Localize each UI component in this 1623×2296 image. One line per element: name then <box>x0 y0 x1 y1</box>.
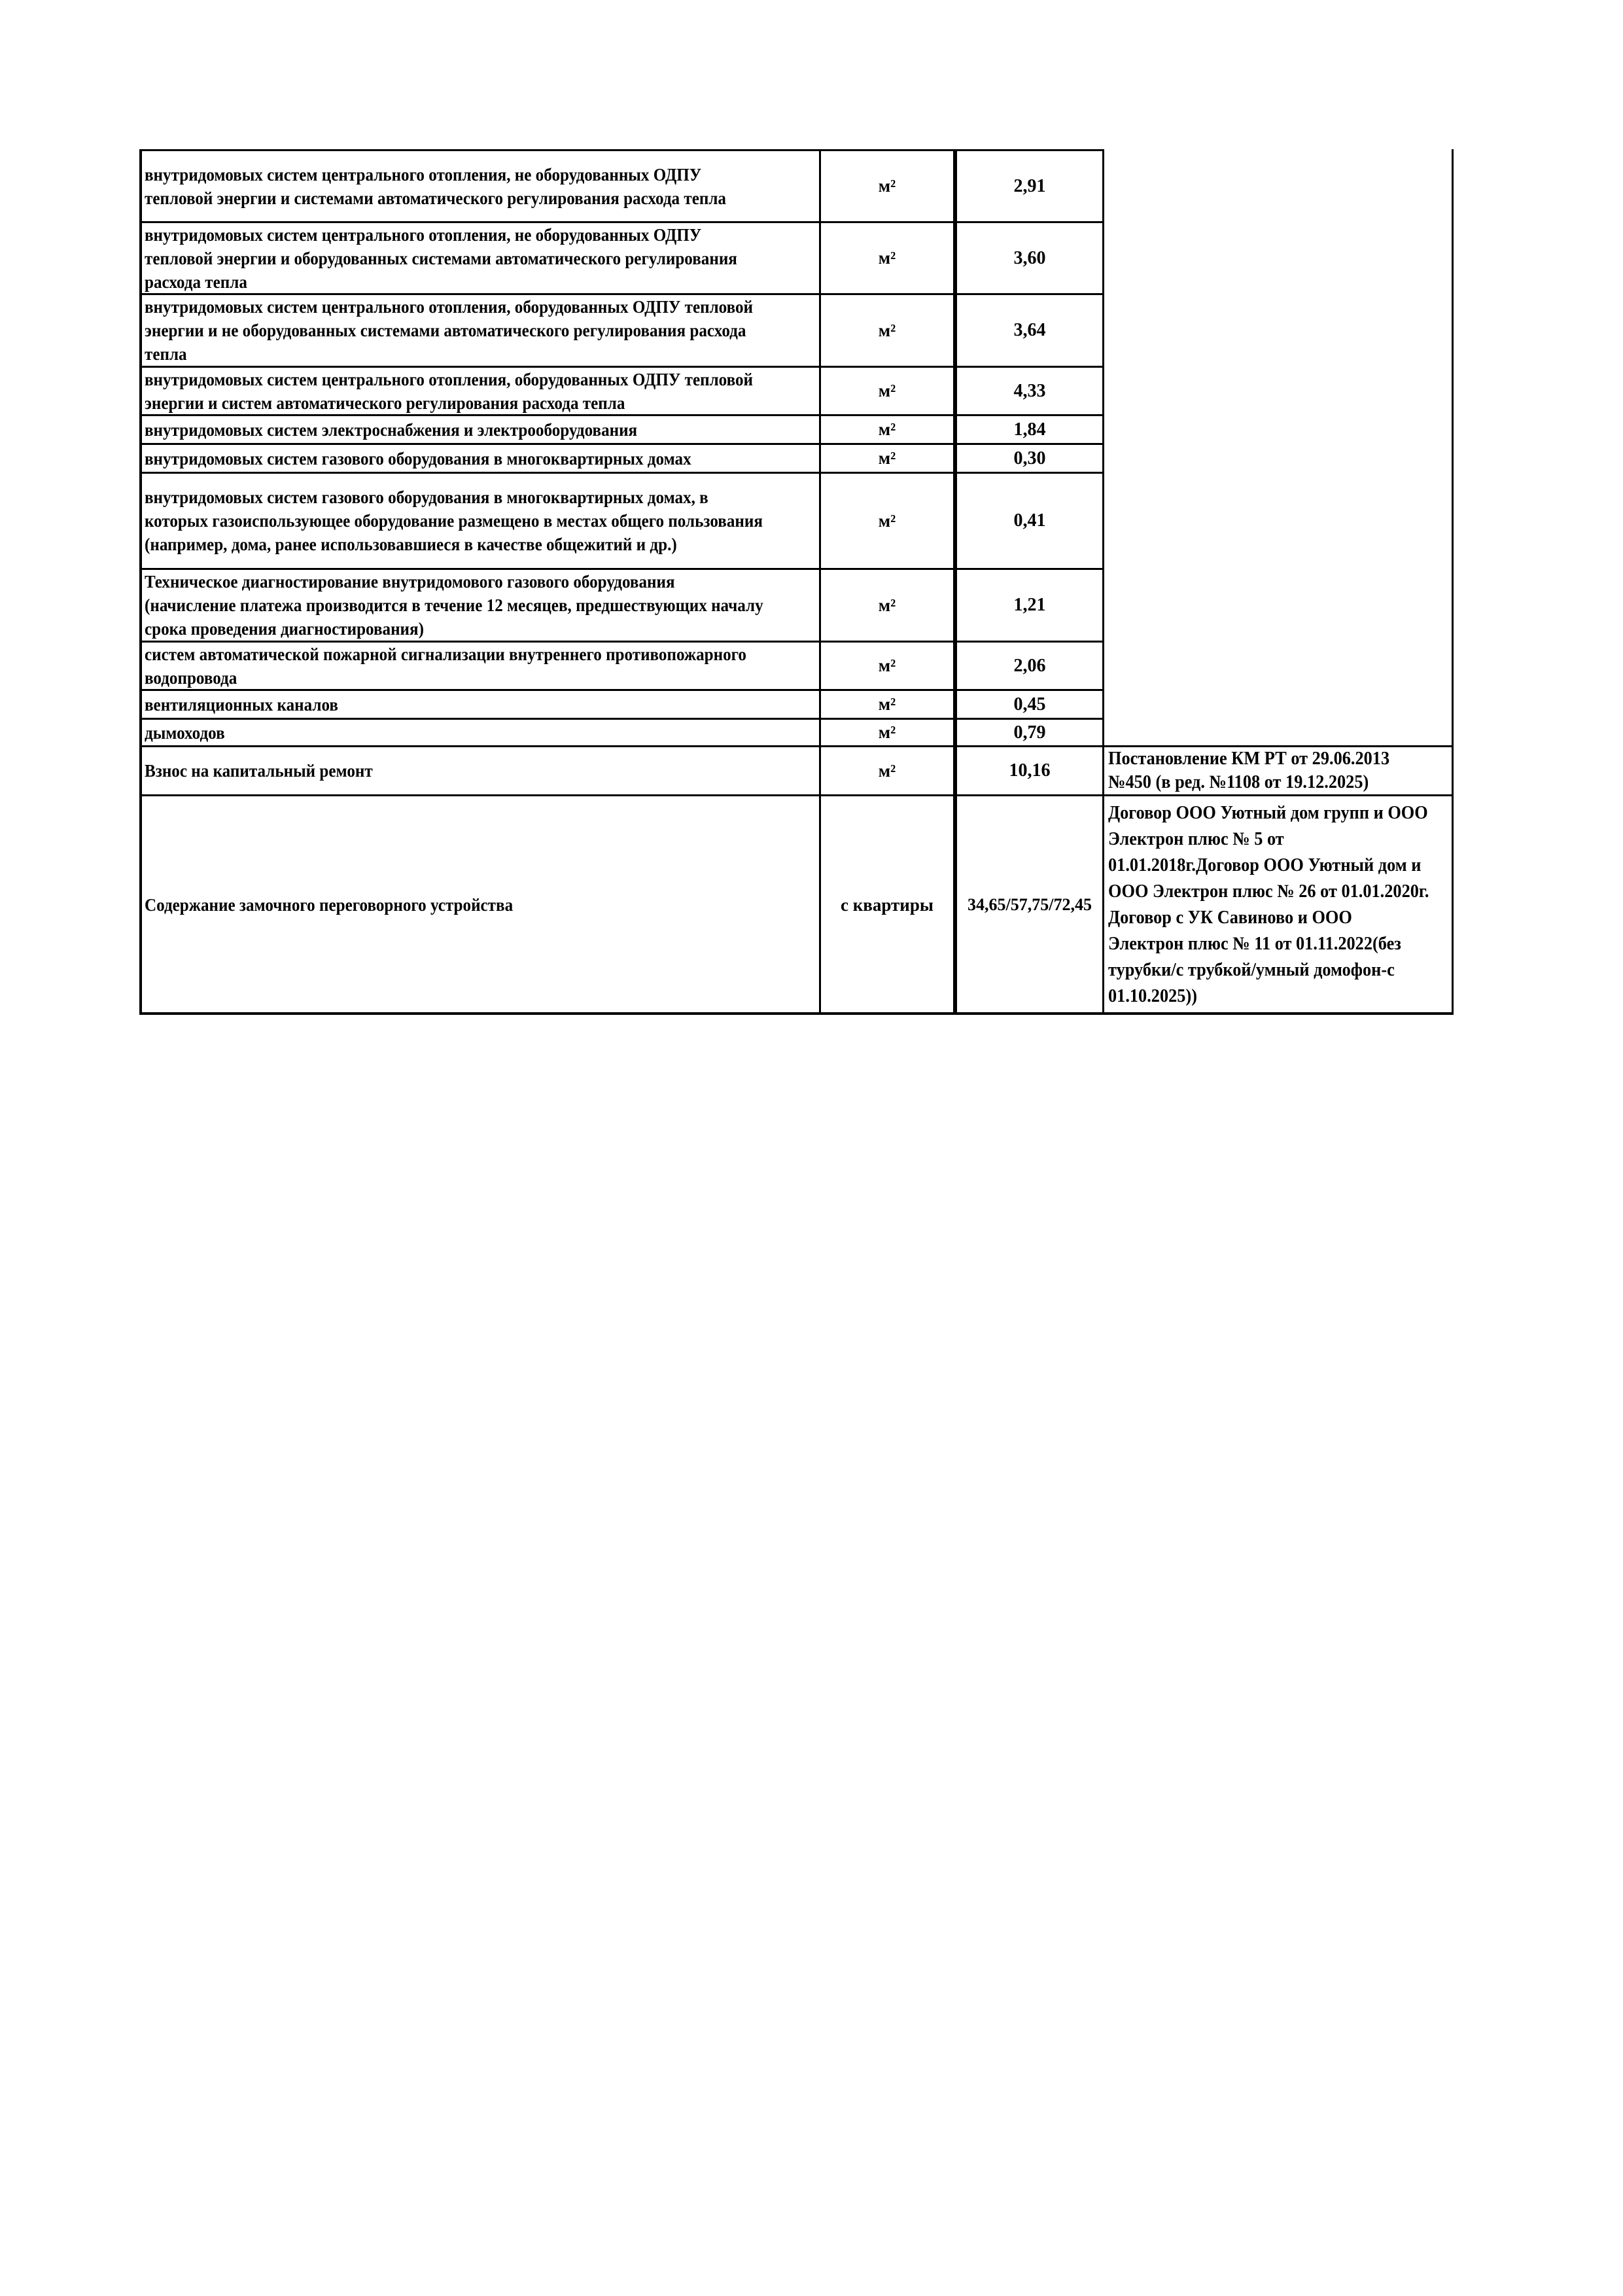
unit: м² <box>878 176 896 196</box>
value-cell <box>953 221 1104 293</box>
unit: м² <box>878 595 896 615</box>
table-row <box>139 745 1104 794</box>
basis-text: Постановление КМ РТ от 29.06.2013 №450 (в ред. №1108 от 19.12.2025) <box>1108 749 1390 792</box>
table-row <box>139 794 1104 1014</box>
service-name-cell <box>139 443 819 472</box>
value-cell <box>953 718 1104 745</box>
value: 0,30 <box>1013 448 1046 468</box>
service-name: внутридомовых систем газового оборудования в многоквартирных домах <box>145 448 691 468</box>
table-row <box>139 568 1104 641</box>
service-name-cell <box>139 221 819 293</box>
service-name-cell <box>139 414 819 443</box>
value-cell <box>953 568 1104 641</box>
value-cell <box>953 641 1104 689</box>
service-name-cell <box>139 472 819 568</box>
service-name: внутридомовых систем центрального отопления, не оборудованных ОДПУ тепловой энергии и системами автоматического регулирования расхода тепла <box>145 164 726 208</box>
unit-cell <box>819 794 953 1014</box>
unit-cell <box>819 221 953 293</box>
value: 2,91 <box>1013 175 1046 196</box>
table-row <box>139 366 1104 414</box>
unit: м² <box>878 656 896 675</box>
service-name: внутридомовых систем центрального отопления, не оборудованных ОДПУ тепловой энергии и оборудованных системами автоматического регулирования расхода тепла <box>145 224 737 292</box>
value-cell <box>953 293 1104 366</box>
table-row <box>139 718 1104 745</box>
unit-cell <box>819 745 953 794</box>
service-name: вентиляционных каналов <box>145 694 338 715</box>
unit-cell <box>819 443 953 472</box>
unit: м² <box>878 320 896 340</box>
unit-cell <box>819 472 953 568</box>
value-cell <box>953 366 1104 414</box>
table-bottom-border <box>139 1012 1454 1015</box>
service-name-cell <box>139 641 819 689</box>
service-name: дымоходов <box>145 722 225 743</box>
unit: м² <box>878 510 896 531</box>
basis-cell <box>1104 745 1454 794</box>
service-name-cell <box>139 718 819 745</box>
unit: м² <box>878 722 896 742</box>
value: 10,16 <box>1009 760 1051 781</box>
service-name: внутридомовых систем газового оборудования в многоквартирных домах, в которых газоиспользующее оборудование размещено в местах общего пользования (например, дома, ранее использовавшиеся в качестве общежитий и др.) <box>145 487 763 554</box>
service-name-cell <box>139 366 819 414</box>
basis-text: Договор ООО Уютный дом групп и ООО Электрон плюс № 5 от 01.01.2018г.Договор ООО Уютный дом и ООО Электрон плюс № 26 от 01.01.2020г. Договор с УК Савиново и ООО Электрон плюс № 11 от 01.11.2022(без турубки/с трубкой/умный домофон-с 01.10.2025)) <box>1108 803 1429 1006</box>
unit: м² <box>878 419 896 439</box>
unit: м² <box>878 248 896 268</box>
value: 3,64 <box>1013 320 1046 340</box>
unit-cell <box>819 366 953 414</box>
basis-cell <box>1104 794 1454 1014</box>
service-name-cell <box>139 149 819 221</box>
unit: с квартиры <box>841 894 934 915</box>
service-name: внутридомовых систем электроснабжения и электрооборудования <box>145 419 638 440</box>
value: 34,65/57,75/72,45 <box>968 895 1092 914</box>
unit-cell <box>819 293 953 366</box>
table-row <box>139 689 1104 718</box>
unit-cell <box>819 718 953 745</box>
service-name: внутридомовых систем центрального отопления, оборудованных ОДПУ тепловой энергии и не оборудованных системами автоматического регулирования расхода тепла <box>145 297 754 364</box>
value: 1,84 <box>1013 419 1046 440</box>
basis-empty-cell <box>1104 149 1454 745</box>
unit-cell <box>819 689 953 718</box>
table-row <box>139 414 1104 443</box>
value: 0,41 <box>1013 510 1046 531</box>
service-name-cell <box>139 794 819 1014</box>
value: 0,79 <box>1013 722 1046 743</box>
service-name: Техническое диагностирование внутридомового газового оборудования (начисление платежа производится в течение 12 месяцев, предшествующих началу срока проведения диагностирования) <box>145 572 763 639</box>
value: 4,33 <box>1013 380 1046 401</box>
service-name: систем автоматической пожарной сигнализации внутреннего противопожарного водопровода <box>145 644 746 688</box>
table-row <box>139 641 1104 689</box>
value: 0,45 <box>1013 694 1046 715</box>
table-row <box>139 443 1104 472</box>
value-cell <box>953 794 1104 1014</box>
value-cell <box>953 745 1104 794</box>
value-cell <box>953 443 1104 472</box>
unit-cell <box>819 149 953 221</box>
unit-cell <box>819 641 953 689</box>
service-name: внутридомовых систем центрального отопления, оборудованных ОДПУ тепловой энергии и систем автоматического регулирования расхода тепла <box>145 369 754 413</box>
value: 2,06 <box>1013 655 1046 676</box>
value-cell <box>953 149 1104 221</box>
value-cell <box>953 472 1104 568</box>
table-row <box>139 221 1104 293</box>
service-name: Взнос на капитальный ремонт <box>145 761 373 781</box>
service-name: Содержание замочного переговорного устройства <box>145 895 514 915</box>
value: 3,60 <box>1013 247 1046 268</box>
unit-cell <box>819 568 953 641</box>
service-name-cell <box>139 568 819 641</box>
table-row <box>139 293 1104 366</box>
unit-cell <box>819 414 953 443</box>
value: 1,21 <box>1013 595 1046 615</box>
service-name-cell <box>139 293 819 366</box>
table-row <box>139 149 1104 221</box>
table-row <box>139 472 1104 568</box>
value-cell <box>953 414 1104 443</box>
service-name-cell <box>139 689 819 718</box>
unit: м² <box>878 381 896 400</box>
value-cell <box>953 689 1104 718</box>
unit: м² <box>878 694 896 714</box>
unit: м² <box>878 448 896 468</box>
unit: м² <box>878 760 896 781</box>
service-name-cell <box>139 745 819 794</box>
